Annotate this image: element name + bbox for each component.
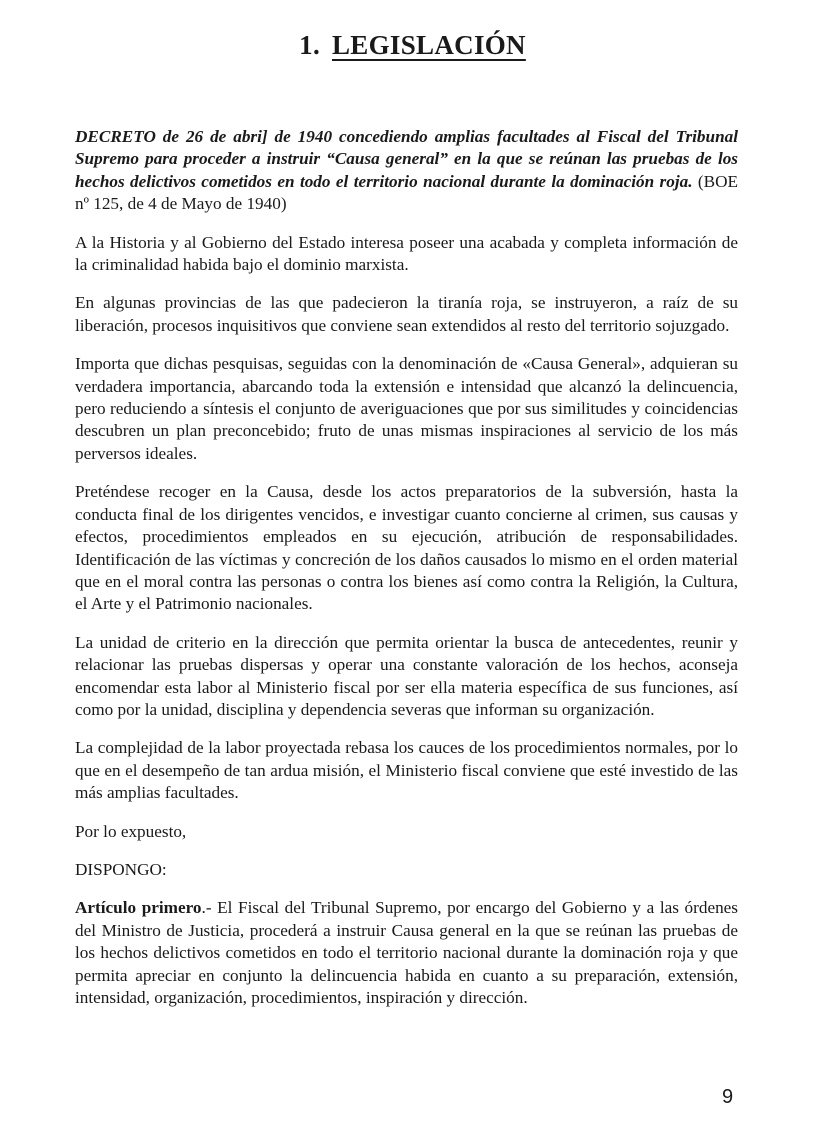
paragraph-1: A la Historia y al Gobierno del Estado interesa poseer una acabada y completa información de la criminalidad habida bajo el dominio marxista. [75,232,738,275]
article-text: .- El Fiscal del Tribunal Supremo, por encargo del Gobierno y a las órdenes del Ministro de Justicia, procederá a instruir Causa general en la que se reúnan las pruebas de los hechos delictivos cometidos en todo el territorio nacional durante la dominación roja y que permita apreciar en conjunto la delincuencia habida en cuanto a su preparación, extensión, intensidad, organización, procedimientos, inspiración y dirección. [75,898,738,1007]
paragraph-5: La unidad de criterio en la dirección que permita orientar la busca de antecedentes, reunir y relacionar las pruebas dispersas y operar una constante valoración de los hechos, aconseja encomendar esta labor al Ministerio fiscal por ser ella materia específica de sus funciones, así como por la unidad, disciplina y dependencia severas que informan su organización. [75,632,738,719]
paragraph-2: En algunas provincias de las que padecieron la tiranía roja, se instruyeron, a raíz de su liberación, procesos inquisitivos que conviene sean extendidos al resto del territorio sojuzgado. [75,293,738,335]
section-title: LEGISLACIÓN [332,30,526,60]
paragraph-4: Preténdese recoger en la Causa, desde los actos preparatorios de la subversión, hasta la conducta final de los dirigentes vencidos, e investigar cuanto concierne al crimen, sus causas y efectos, procedimientos empleados en su ejecución, atribución de responsabilidades. Identificación de las víctimas y concreción de los daños causados lo mismo en el orden material que en el moral contra las personas o contra los bienes así como contra la Religión, la Cultura, el Arte y el Patrimonio nacionales. [75,482,738,614]
paragraph-7: Por lo expuesto, [75,821,187,841]
page-title [0,30,825,61]
article-paragraph [75,897,738,1009]
paragraph-6: La complejidad de la labor proyectada rebasa los cauces de los procedimientos normales, por lo que en el desempeño de tan ardua misión, el Ministerio fiscal conviene que esté investido de las más amplias facultades. [75,738,738,803]
decree-reference: (BOE nº 125, de 4 de Mayo de 1940) [75,171,738,214]
document-body [75,126,738,1025]
decree-heading: DECRETO de 26 de abri] de 1940 concediendo amplias facultades al Fiscal del Tribunal Supremo para proceder a instruir “Causa general” en la que se reúnan las pruebas de los hechos delictivos cometidos en todo el territorio nacional durante la dominación roja. [75,127,738,191]
section-number: 1. [299,30,320,60]
article-label: Artículo primero [75,898,202,918]
decree-paragraph [75,126,738,216]
paragraph-3: Importa que dichas pesquisas, seguidas con la denominación de «Causa General», adquieran su verdadera importancia, abarcando toda la extensión e intensidad que alcanzó la delincuencia, pero reduciendo a síntesis el conjunto de averiguaciones que por sus similitudes y coincidencias descubren un plan preconcebido; fruto de unas mismas inspiraciones al servicio de los más perversos ideales. [75,354,738,463]
page-number: 9 [722,1086,734,1108]
paragraph-8: DISPONGO: [75,859,167,879]
